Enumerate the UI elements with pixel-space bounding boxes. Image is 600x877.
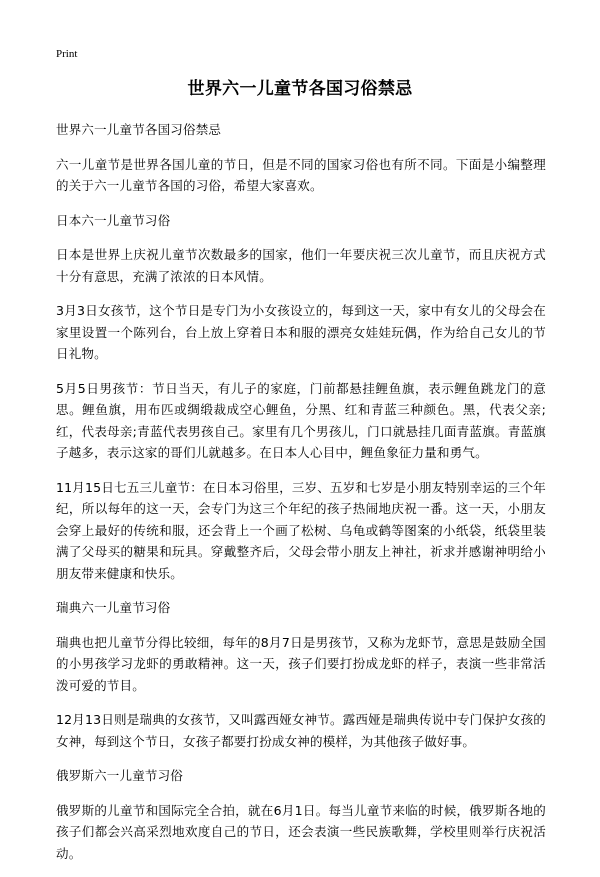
section-heading-sweden: 瑞典六一儿童节习俗 <box>56 600 171 615</box>
article-subtitle: 世界六一儿童节各国习俗禁忌 <box>56 122 222 137</box>
section-heading-russia: 俄罗斯六一儿童节习俗 <box>56 768 184 783</box>
japan-paragraph: 日本是世界上庆祝儿童节次数最多的国家，他们一年要庆祝三次儿童节，而且庆祝方式十分有意思，充满了浓浓的日本风情。 <box>56 247 546 284</box>
print-link[interactable]: Print <box>56 48 78 60</box>
japan-boys-day-paragraph: 5月5日男孩节：节日当天，有儿子的家庭，门前都悬挂鲤鱼旗，表示鲤鱼跳龙门的意思。鲤鱼旗，用布匹或绸缎裁成空心鲤鱼，分黑、红和青蓝三种颜色。黑，代表父亲;红，代表母亲;青蓝代表男孩自己。家里有几个男孩儿，门口就悬挂几面青蓝旗。青蓝旗子越多，表示这家的哥们儿就越多。在日本人心目中，鲤鱼象征力量和勇气。 <box>56 380 546 460</box>
japan-shichigosan-paragraph: 11月15日七五三儿童节：在日本习俗里，三岁、五岁和七岁是小朋友特别幸运的三个年纪，所以每年的这一天，会专门为这三个年纪的孩子热闹地庆祝一番。这一天，小朋友会穿上最好的传统和服，还会背上一个画了松树、乌龟或鹤等图案的小纸袋，纸袋里装满了父母买的糖果和玩具。穿戴整齐后，父母会带小朋友上神社，祈求并感谢神明给小朋友带来健康和快乐。 <box>56 479 546 581</box>
intro-paragraph: 六一儿童节是世界各国儿童的节日，但是不同的国家习俗也有所不同。下面是小编整理的关于六一儿童节各国的习俗，希望大家喜欢。 <box>56 156 546 193</box>
article-body <box>56 119 546 877</box>
sweden-boys-day-paragraph: 瑞典也把儿童节分得比较细，每年的8月7日是男孩节，又称为龙虾节，意思是鼓励全国的小男孩学习龙虾的勇敢精神。这一天，孩子们要打扮成龙虾的样子，表演一些非常活泼可爱的节目。 <box>56 634 546 693</box>
japan-girls-day-paragraph: 3月3日女孩节，这个节日是专门为小女孩设立的，每到这一天，家中有女儿的父母会在家里设置一个陈列台，台上放上穿着日本和服的漂亮女娃娃玩偶，作为给自己女儿的节日礼物。 <box>56 303 546 361</box>
section-heading-japan: 日本六一儿童节习俗 <box>56 212 171 228</box>
page-title: 世界六一儿童节各国习俗禁忌 <box>187 79 413 99</box>
russia-paragraph: 俄罗斯的儿童节和国际完全合拍，就在6月1日。每当儿童节来临的时候，俄罗斯各地的孩子们都会兴高采烈地欢度自己的节日，还会表演一些民族歌舞，学校里则举行庆祝活动。 <box>56 802 546 861</box>
sweden-girls-day-paragraph: 12月13日则是瑞典的女孩节，又叫露西娅女神节。露西娅是瑞典传说中专门保护女孩的女神，每到这个节日，女孩子都要打扮成女神的模样，为其他孩子做好事。 <box>56 712 546 749</box>
